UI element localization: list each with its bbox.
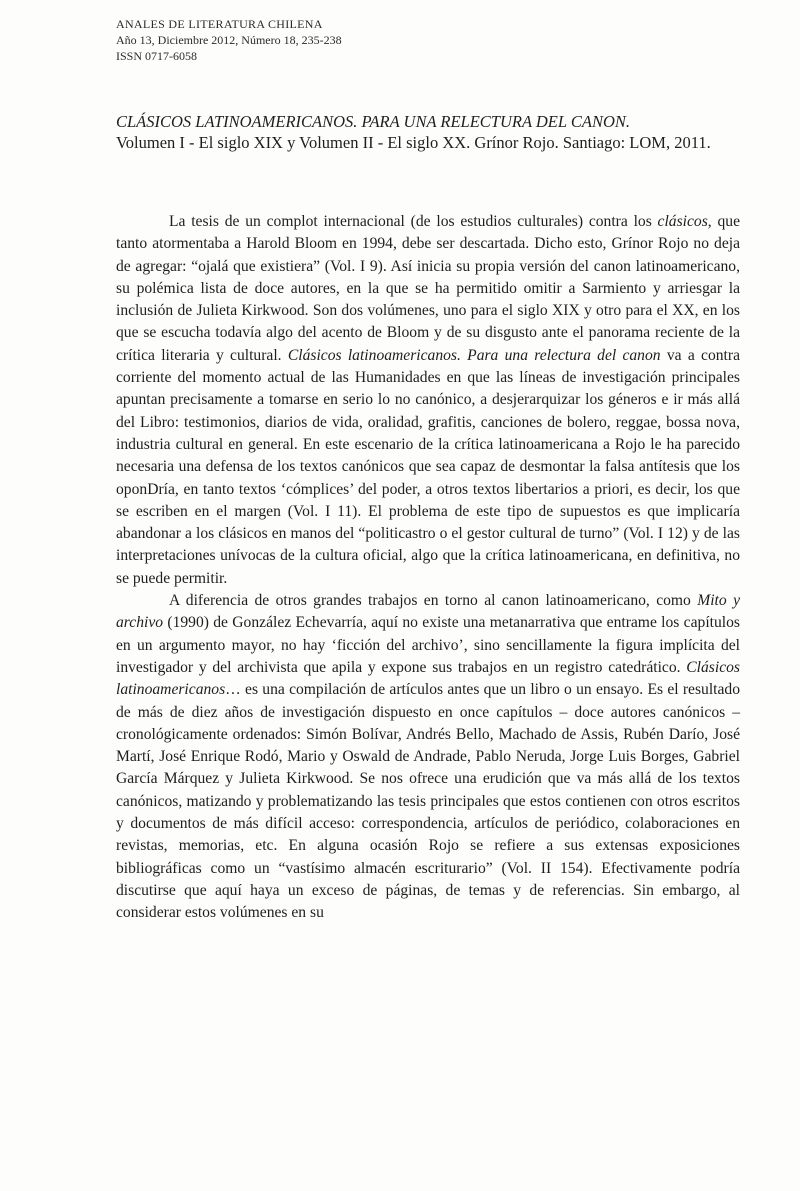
- text-run: va a contra corriente del momento actual de las Humanidades en que las líneas de investigación principales apuntan precisamente a tomarse en serio lo no canónico, a desjerarquizar los géneros e ir más allá del Libro: testimonios, diarios de vida, oralidad, grafitis, canciones de bolero, reggae, bossa nova, industria cultural en general. En este escenario de la crítica latinoamericana a Rojo le ha parecido necesaria una defensa de los textos canónicos que sea capaz de desmontar la falsa antítesis que los oponDría, en tanto textos ‘cómplices’ del poder, a otros textos libertarios a priori, es decir, los que se escriben en el margen (Vol. I 11). El problema de este tipo de supuestos es que implicaría abandonar a los clásicos en manos del “politicastro o el gestor cultural de turno” (Vol. I 12) y de las interpretaciones unívocas de la cultura oficial, algo que la crítica latinoamericana, en definitiva, no se puede permitir.: [116, 346, 740, 587]
- issue-info: Año 13, Diciembre 2012, Número 18, 235-238: [116, 33, 342, 47]
- journal-header: [116, 16, 342, 64]
- review-heading: [116, 111, 748, 153]
- paragraph: [116, 211, 740, 590]
- issn: ISSN 0717-6058: [116, 49, 198, 63]
- italic-title: Clásicos latinoamericanos: [116, 658, 740, 699]
- paragraph: [116, 590, 740, 924]
- italic-title: clásicos: [657, 213, 708, 230]
- text-run: , que tanto atormentaba a Harold Bloom en 1994, debe ser descartada. Dicho esto, Grínor Rojo no deja de agregar: “ojalá que existiera” (Vol. I 9). Así inicia su propia versión del canon latinoamericano, su polémica lista de doce autores, en la que se ha permitido omitir a Sarmiento y arriesgar la inclusión de Julieta Kirkwood. Son dos volúmenes, uno para el siglo XIX y otro para el XX, en los que se escucha todavía algo del acento de Bloom y de su disgusto ante el panorama reciente de la crítica literaria y cultural.: [116, 213, 740, 364]
- italic-title: Mito y archivo: [116, 592, 740, 632]
- book-details: Volumen I - El siglo XIX y Volumen II - El siglo XX. Grínor Rojo. Santiago: LOM, 2011.: [116, 133, 711, 152]
- review-body: [116, 211, 740, 925]
- text-run: … es una compilación de artículos antes que un libro o un ensayo. Es el resultado de más de diez años de investigación dispuesto en once capítulos – doce autores canónicos – cronológicamente ordenados: Simón Bolívar, Andrés Bello, Machado de Assis, Rubén Darío, José Martí, José Enrique Rodó, Mario y Oswald de Andrade, Pablo Neruda, Jorge Luis Borges, Gabriel García Márquez y Julieta Kirkwood. Se nos ofrece una erudición que va más allá de los textos canónicos, matizando y problematizando las tesis principales que estos contienen con otros escritos y documentos de más difícil acceso: correspondencia, artículos de periódico, colaboraciones en revistas, memorias, etc. En alguna ocasión Rojo se refiere a sus extensas exposiciones bibliográficas como un “vastísimo almacén escriturario” (Vol. II 154). Efectivamente podría discutirse que aquí haya un exceso de páginas, de temas y de referencias. Sin embargo, al considerar estos volúmenes en su: [116, 681, 740, 922]
- book-title: CLÁSICOS LATINOAMERICANOS. PARA UNA RELECTURA DEL CANON.: [116, 112, 630, 131]
- text-run: (1990) de González Echevarría, aquí no existe una metanarrativa que entrame los capítulos en un argumento mayor, no hay ‘ficción del archivo’, sino sencillamente la figura implícita del investigador y del archivista que apila y expone sus trabajos en un registro catedrático.: [116, 614, 740, 676]
- text-run: A diferencia de otros grandes trabajos en torno al canon latinoamericano, como: [169, 592, 698, 610]
- text-run: La tesis de un complot internacional (de los estudios culturales) contra los: [169, 213, 658, 230]
- journal-title: ANALES DE LITERATURA CHILENA: [116, 17, 323, 31]
- italic-title: Clásicos latinoamericanos. Para una relectura del canon: [287, 346, 661, 364]
